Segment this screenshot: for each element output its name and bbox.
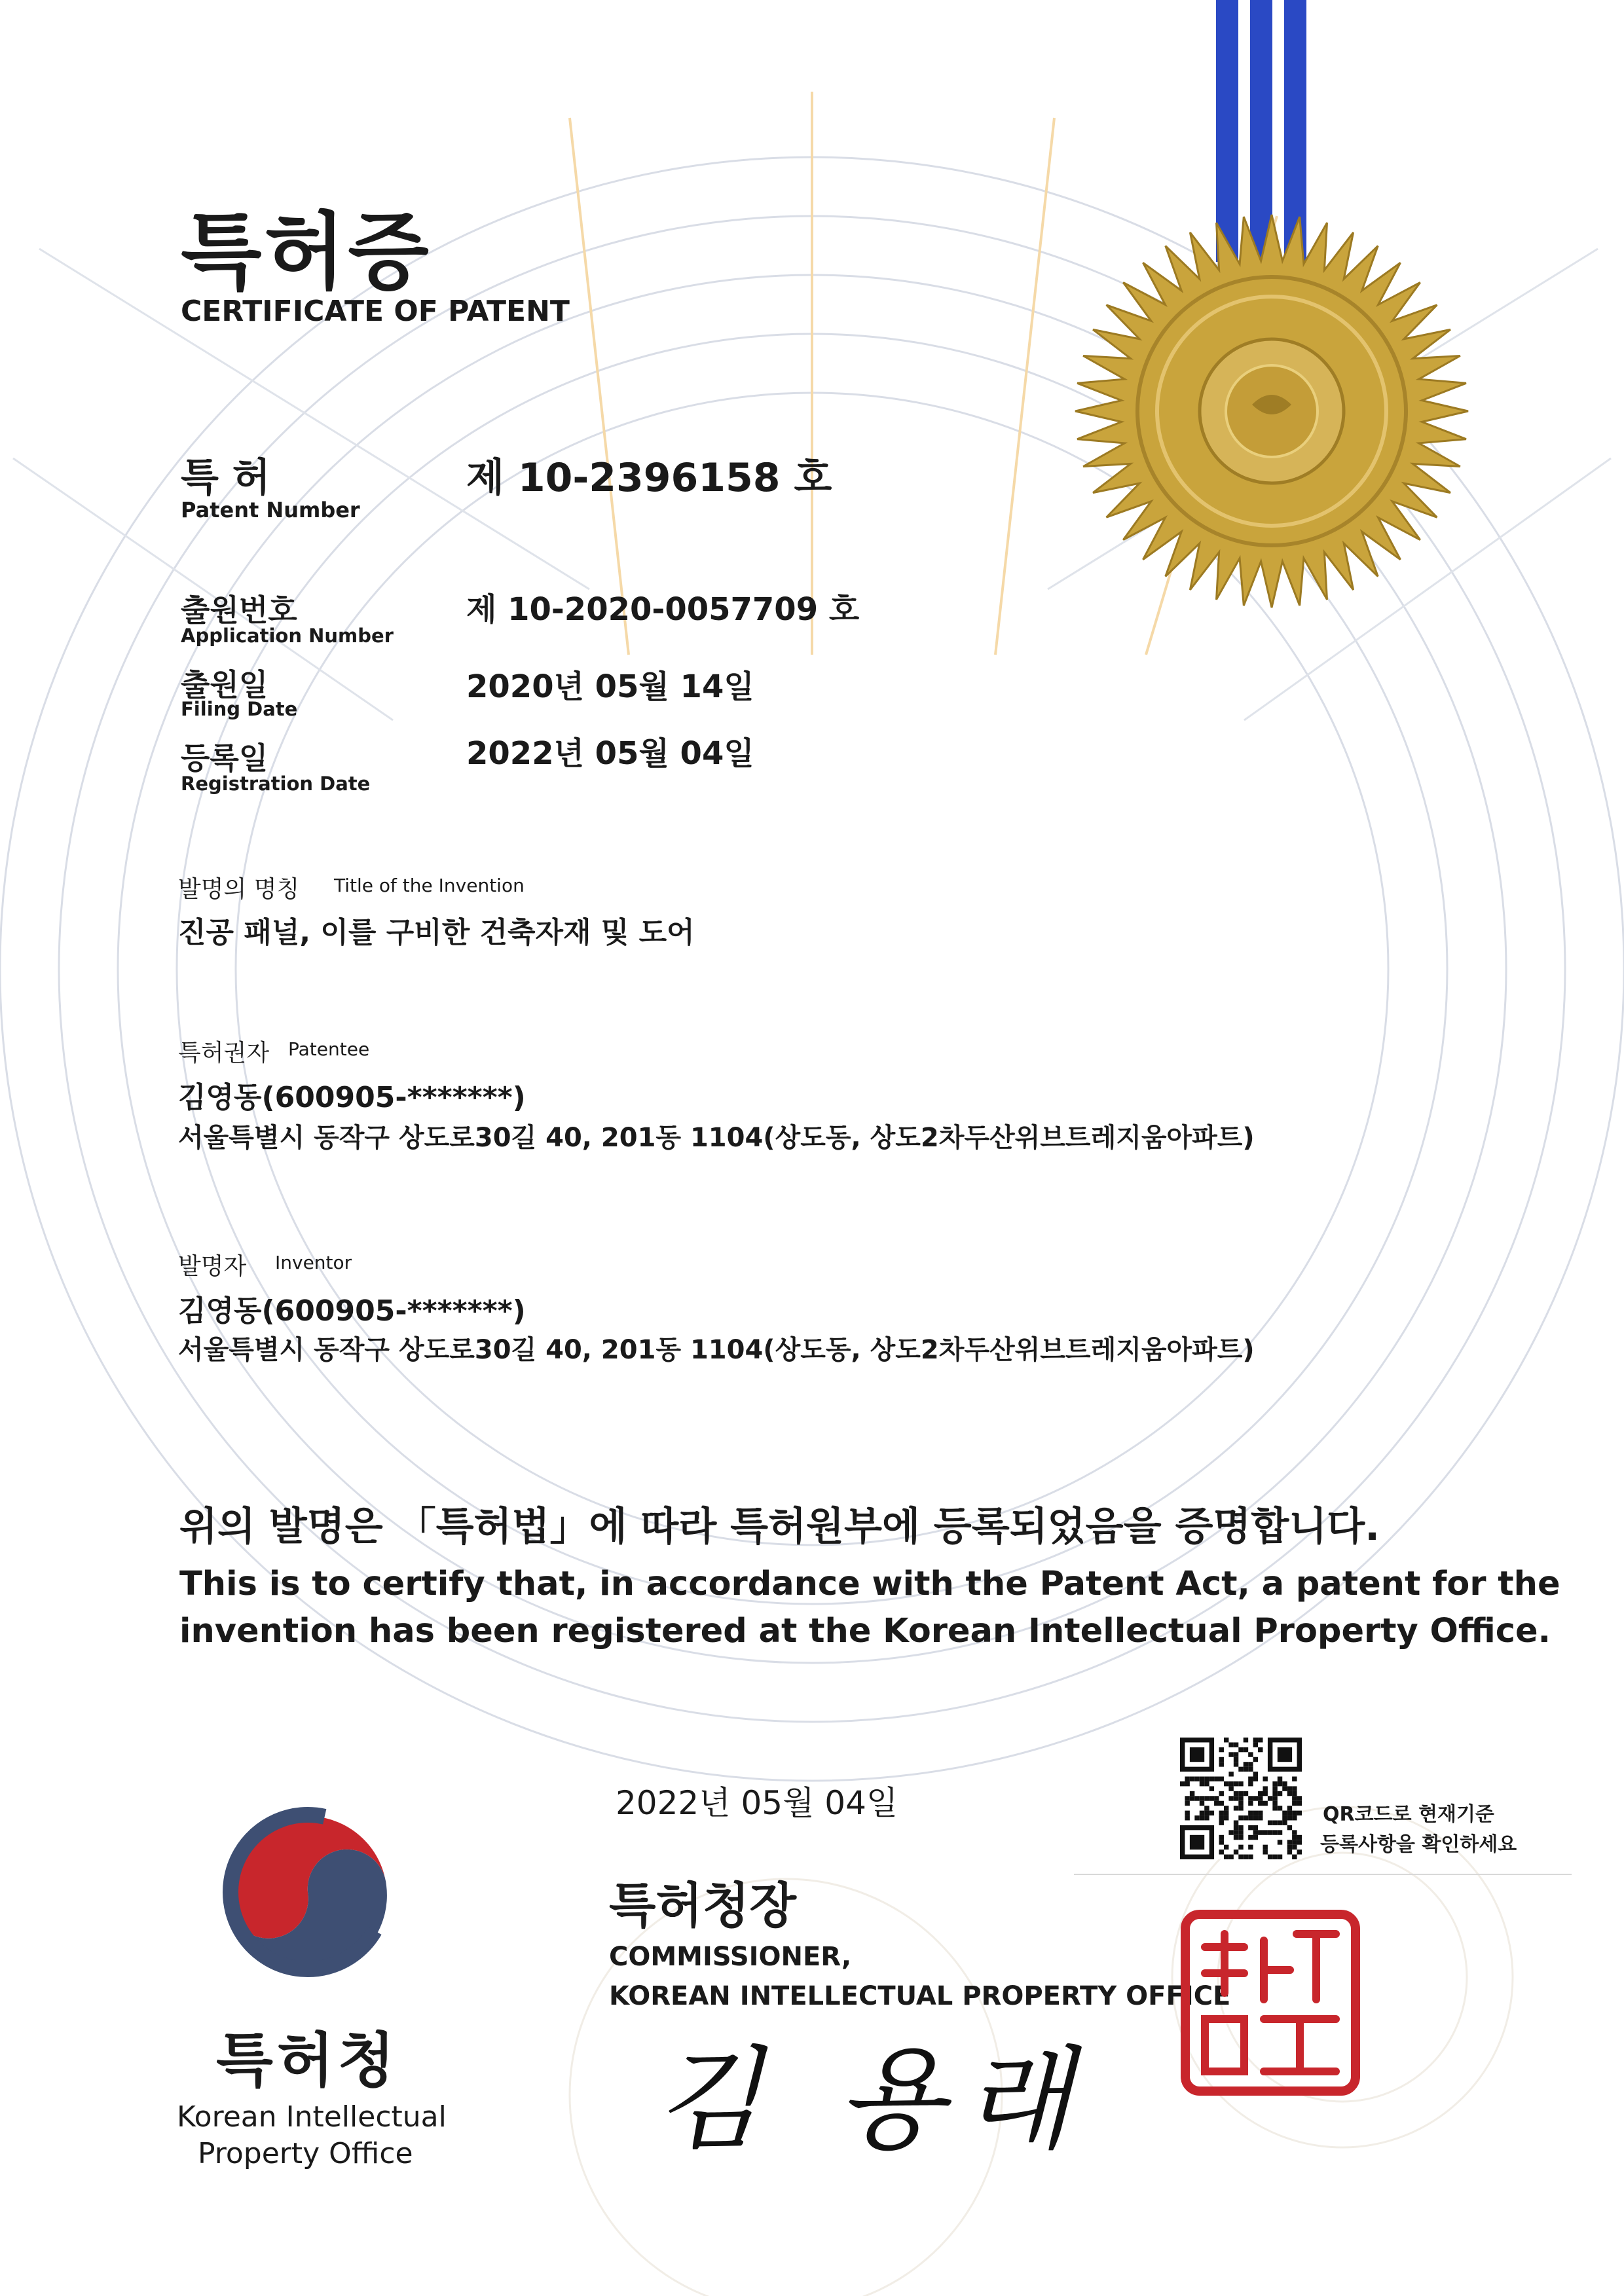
invention-title-label: 발명의 명칭 (178, 876, 300, 903)
office-name-ko: 특허청 (216, 2026, 399, 2095)
invention-title-value: 진공 패널, 이를 구비한 건축자재 및 도어 (178, 916, 695, 949)
commissioner-title-en-1: COMMISSIONER, (609, 1942, 852, 1972)
certificate-title: 특허증 (181, 204, 432, 301)
issue-date: 2022년 05월 04일 (616, 1784, 898, 1822)
qr-code[interactable] (1180, 1738, 1302, 1859)
patentee-name: 김영동(600905-*******) (178, 1081, 526, 1114)
invention-title-label-en: Title of the Invention (334, 875, 525, 896)
patent-number-label-en: Patent Number (181, 498, 360, 522)
application-number-value: 제 10-2020-0057709 호 (466, 591, 860, 628)
office-name-en-1: Korean Intellectual (177, 2100, 447, 2134)
divider (1074, 1874, 1572, 1875)
office-name-en-2: Property Office (198, 2137, 413, 2170)
registration-date-label-en: Registration Date (181, 773, 371, 795)
certification-statement-en-1: This is to certify that, in accordance with the Patent Act, a patent for the (179, 1565, 1560, 1603)
certificate-subtitle: CERTIFICATE OF PATENT (181, 295, 570, 328)
application-number-label-en: Application Number (181, 625, 394, 647)
patentee-label-en: Patentee (288, 1038, 370, 1060)
certification-statement-en-2: invention has been registered at the Korean Intellectual Property Office. (179, 1612, 1551, 1650)
inventor-address: 서울특별시 동작구 상도로30길 40, 201동 1104(상도동, 상도2차두산위브트레지움아파트) (178, 1335, 1255, 1365)
commissioner-title-en-2: KOREAN INTELLECTUAL PROPERTY OFFICE (609, 1981, 1231, 2011)
qr-note-line-1: QR코드로 현재기준 (1323, 1803, 1494, 1826)
patentee-label: 특허권자 (178, 1040, 270, 1066)
handwritten-signature: 김 용래 (655, 2035, 1092, 2165)
registration-date-value: 2022년 05월 04일 (466, 735, 754, 772)
commissioner-title-ko: 특허청장 (609, 1878, 796, 1934)
filing-date-value: 2020년 05월 14일 (466, 668, 754, 705)
gold-seal (1069, 208, 1475, 614)
official-stamp (1179, 1908, 1362, 2098)
application-number-label: 출원번호 (181, 592, 297, 628)
qr-note-line-2: 등록사항을 확인하세요 (1320, 1833, 1517, 1856)
registration-date-label: 등록일 (181, 740, 268, 776)
filing-date-label-en: Filing Date (181, 698, 298, 720)
inventor-label-en: Inventor (275, 1252, 352, 1273)
inventor-label: 발명자 (178, 1253, 247, 1280)
certification-statement-ko: 위의 발명은 「특허법」에 따라 특허원부에 등록되었음을 증명합니다. (179, 1504, 1380, 1550)
inventor-name: 김영동(600905-*******) (178, 1294, 526, 1328)
filing-date-label: 출원일 (181, 667, 268, 702)
patent-number-value: 제 10-2396158 호 (466, 455, 832, 501)
patent-number-label: 특 허 (181, 455, 270, 501)
kipo-logo (210, 1794, 406, 1990)
patentee-address: 서울특별시 동작구 상도로30길 40, 201동 1104(상도동, 상도2차두산위브트레지움아파트) (178, 1123, 1255, 1153)
